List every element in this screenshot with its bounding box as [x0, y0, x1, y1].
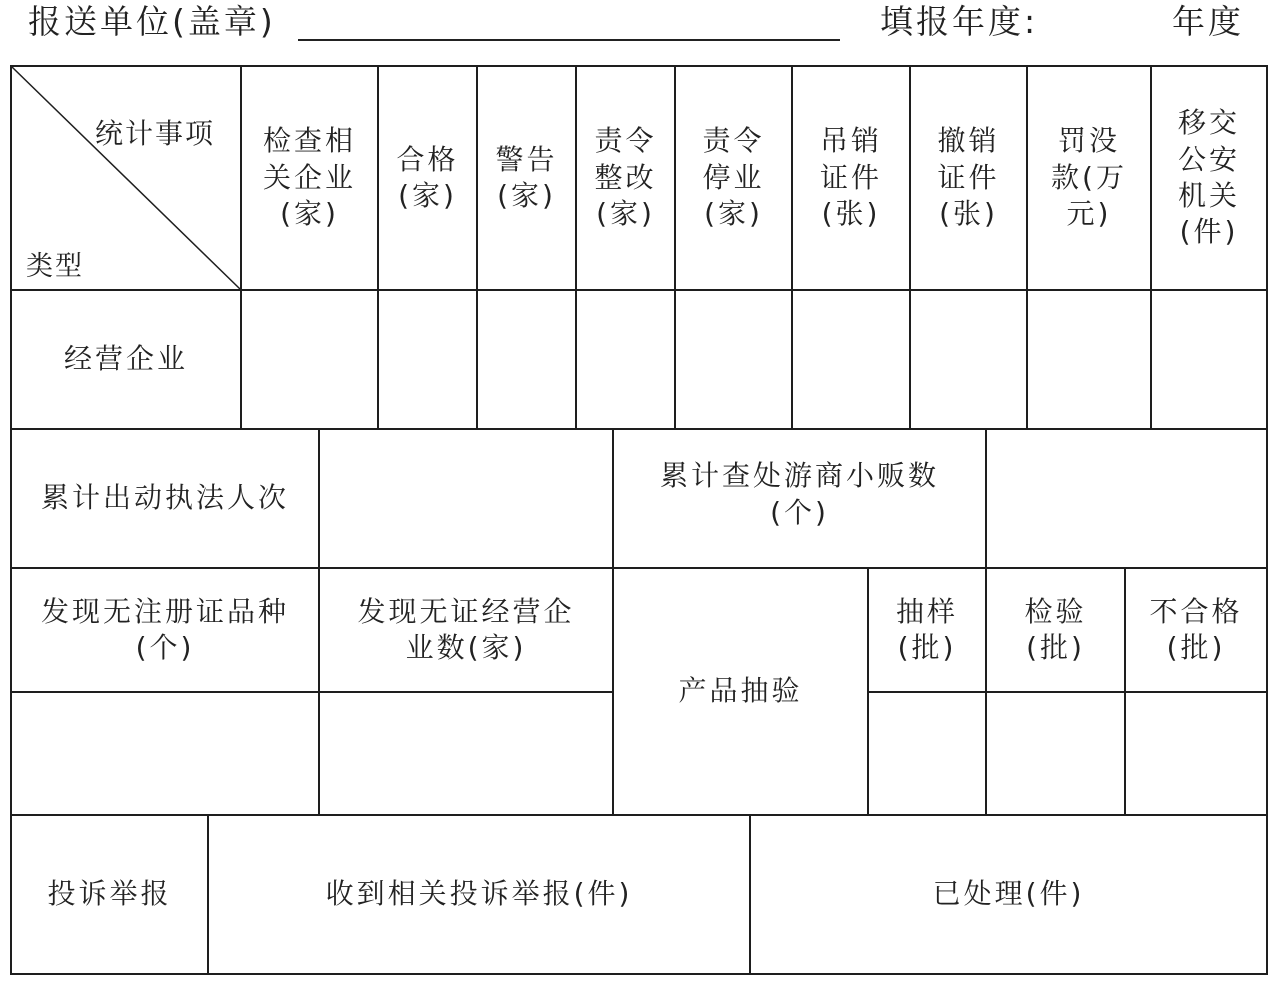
input-cell-warning[interactable]	[478, 291, 575, 428]
report-year-label: 填报年度:	[880, 2, 1039, 41]
label-text: 不合格 (批)	[1149, 594, 1243, 664]
column-header-ordered-suspension	[676, 67, 791, 289]
corner-header-statistic-items: 统计事项	[95, 117, 216, 150]
column-header-fines-confiscations	[1028, 67, 1150, 289]
column-header-transferred-police	[1152, 67, 1266, 289]
column-header-label: 移交 公安 机关 (件)	[1177, 106, 1240, 249]
column-header-label: 检查相 关企业 (家)	[262, 124, 356, 231]
label-product-sampling	[614, 569, 867, 814]
input-cell-cancelled-certificates[interactable]	[911, 291, 1026, 428]
label-text: 检验 (批)	[1024, 594, 1087, 664]
row-label-business-enterprises	[12, 291, 240, 428]
input-cell-fines-confiscations[interactable]	[1028, 291, 1150, 428]
label-text: 累计出动执法人次	[40, 481, 289, 515]
label-failed-batches	[1126, 569, 1266, 691]
column-header-label: 吊销 证件 (张)	[819, 124, 882, 231]
column-header-label: 撤销 证件 (张)	[937, 124, 1000, 231]
input-cell-inspected-batches[interactable]	[987, 693, 1124, 814]
label-cumulative-enforcement-trips	[12, 430, 318, 567]
label-cumulative-street-vendors	[614, 430, 985, 567]
column-header-warning	[478, 67, 575, 289]
column-header-ordered-rectification	[577, 67, 674, 289]
label-handled-complaints	[751, 816, 1266, 973]
input-cell-transferred-police[interactable]	[1152, 291, 1266, 428]
column-header-label: 责令 停业 (家)	[702, 124, 765, 231]
input-cell-ordered-suspension[interactable]	[676, 291, 791, 428]
label-text: 累计查处游商小贩数 (个)	[659, 459, 939, 529]
column-header-cancelled-certificates	[911, 67, 1026, 289]
label-text: 产品抽验	[678, 674, 803, 708]
label-complaints-reports	[12, 816, 207, 973]
input-cell-enforcement-trips[interactable]	[320, 430, 612, 567]
label-text: 收到相关投诉举报(件)	[325, 877, 633, 911]
table4-bottom-border	[10, 973, 1268, 975]
label-text: 发现无证经营企 业数(家)	[357, 594, 575, 664]
label-text: 投诉举报	[47, 877, 172, 911]
column-header-label: 责令 整改 (家)	[594, 124, 657, 231]
label-unlicensed-enterprises	[320, 569, 612, 691]
column-header-label: 合格 (家)	[396, 142, 459, 212]
input-cell-unlicensed-enterprises[interactable]	[320, 693, 612, 814]
label-sampled-batches	[869, 569, 985, 691]
input-cell-unregistered-varieties[interactable]	[12, 693, 318, 814]
label-text: 抽样 (批)	[895, 594, 958, 664]
label-text: 已处理(件)	[932, 877, 1085, 911]
input-cell-sampled-batches[interactable]	[869, 693, 985, 814]
corner-header-type: 类型	[26, 251, 84, 282]
column-header-label: 警告 (家)	[495, 142, 558, 212]
label-inspected-batches	[987, 569, 1124, 691]
label-received-complaints	[209, 816, 749, 973]
column-header-revoked-certificates	[793, 67, 909, 289]
input-cell-street-vendors[interactable]	[987, 430, 1266, 567]
input-cell-revoked-certificates[interactable]	[793, 291, 909, 428]
column-header-inspected-enterprises	[242, 67, 377, 289]
label-text: 发现无注册证品种 (个)	[40, 594, 289, 664]
input-cell-inspected-enterprises[interactable]	[242, 291, 377, 428]
table2-right-border	[1266, 428, 1268, 569]
input-cell-ordered-rectification[interactable]	[577, 291, 674, 428]
row-label-text: 经营企业	[63, 342, 188, 376]
reporting-unit-label: 报送单位(盖章)	[28, 2, 276, 41]
column-header-label: 罚没 款(万 元)	[1051, 124, 1127, 231]
input-cell-failed-batches[interactable]	[1126, 693, 1266, 814]
report-year-suffix: 年度	[1172, 2, 1244, 41]
table4-right-border	[1266, 814, 1268, 975]
input-cell-qualified[interactable]	[379, 291, 476, 428]
label-unregistered-varieties	[12, 569, 318, 691]
table3-right-border	[1266, 567, 1268, 816]
column-header-qualified	[379, 67, 476, 289]
